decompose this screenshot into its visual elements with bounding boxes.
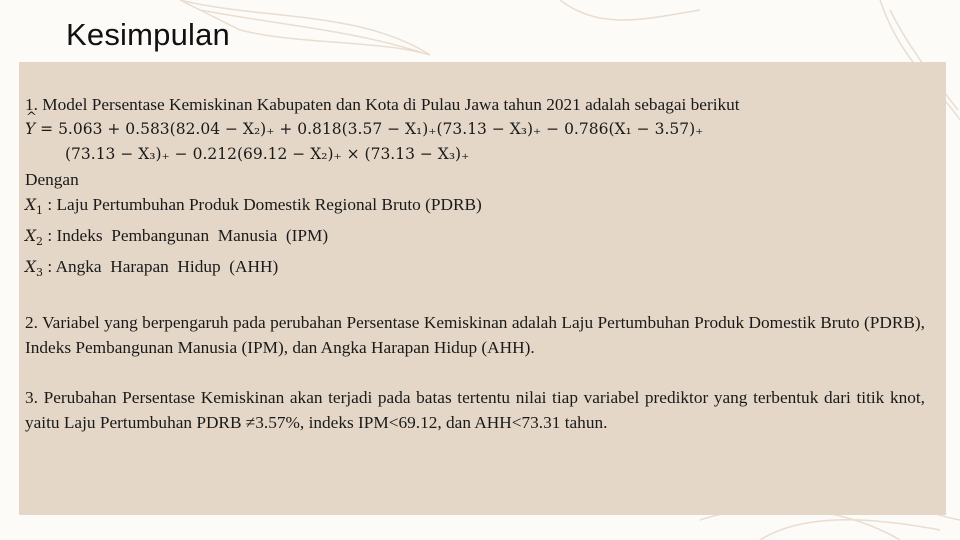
slide-title: Kesimpulan bbox=[66, 17, 230, 52]
var-description: : Indeks Pembangunan Manusia (IPM) bbox=[43, 226, 329, 245]
formula-line-1 bbox=[25, 117, 925, 142]
point-1-intro: 1. Model Persentase Kemiskinan Kabupaten dan Kota di Pulau Jawa tahun 2021 adalah sebagai berikut bbox=[25, 95, 740, 114]
point-3: 3. Perubahan Persentase Kemiskinan akan terjadi pada batas tertentu nilai tiap variabel prediktor yang terbentuk dari titik knot, yaitu Laju Pertumbuhan PDRB ≠3.57%, indeks IPM<69.12, dan AHH<73.31 tahun. bbox=[25, 388, 925, 432]
var-subscript: 2 bbox=[36, 235, 44, 248]
formula-line-2: (73.13 − X₃)₊ − 0.212(69.12 − X₂)₊ × (73.13 − X₃)₊ bbox=[65, 145, 470, 163]
var-symbol: X bbox=[25, 258, 37, 276]
y-hat-symbol: ^ Y bbox=[25, 117, 35, 142]
variable-x2 bbox=[25, 223, 925, 254]
var-description: : Laju Pertumbuhan Produk Domestik Regional Bruto (PDRB) bbox=[43, 195, 482, 214]
var-symbol: X bbox=[25, 196, 37, 214]
var-subscript: 3 bbox=[36, 266, 44, 279]
var-description: : Angka Harapan Hidup (AHH) bbox=[43, 257, 279, 276]
point-2: 2. Variabel yang berpengaruh pada perubahan Persentase Kemiskinan adalah Laju Pertumbuhan Produk Domestik Bruto (PDRB), Indeks Pembangunan Manusia (IPM), dan Angka Harapan Hidup (AHH). bbox=[25, 313, 925, 357]
var-subscript: 1 bbox=[36, 204, 44, 217]
variable-x3 bbox=[25, 254, 925, 285]
var-symbol: X bbox=[25, 227, 37, 245]
formula-line-1-rhs: = 5.063 + 0.583(82.04 − X₂)₊ + 0.818(3.57 − X₁)₊(73.13 − X₃)₊ − 0.786(X₁ − 3.57)₊ bbox=[35, 120, 704, 138]
dengan-label: Dengan bbox=[25, 170, 79, 189]
variable-x1 bbox=[25, 192, 925, 223]
conclusion-box bbox=[19, 62, 946, 515]
